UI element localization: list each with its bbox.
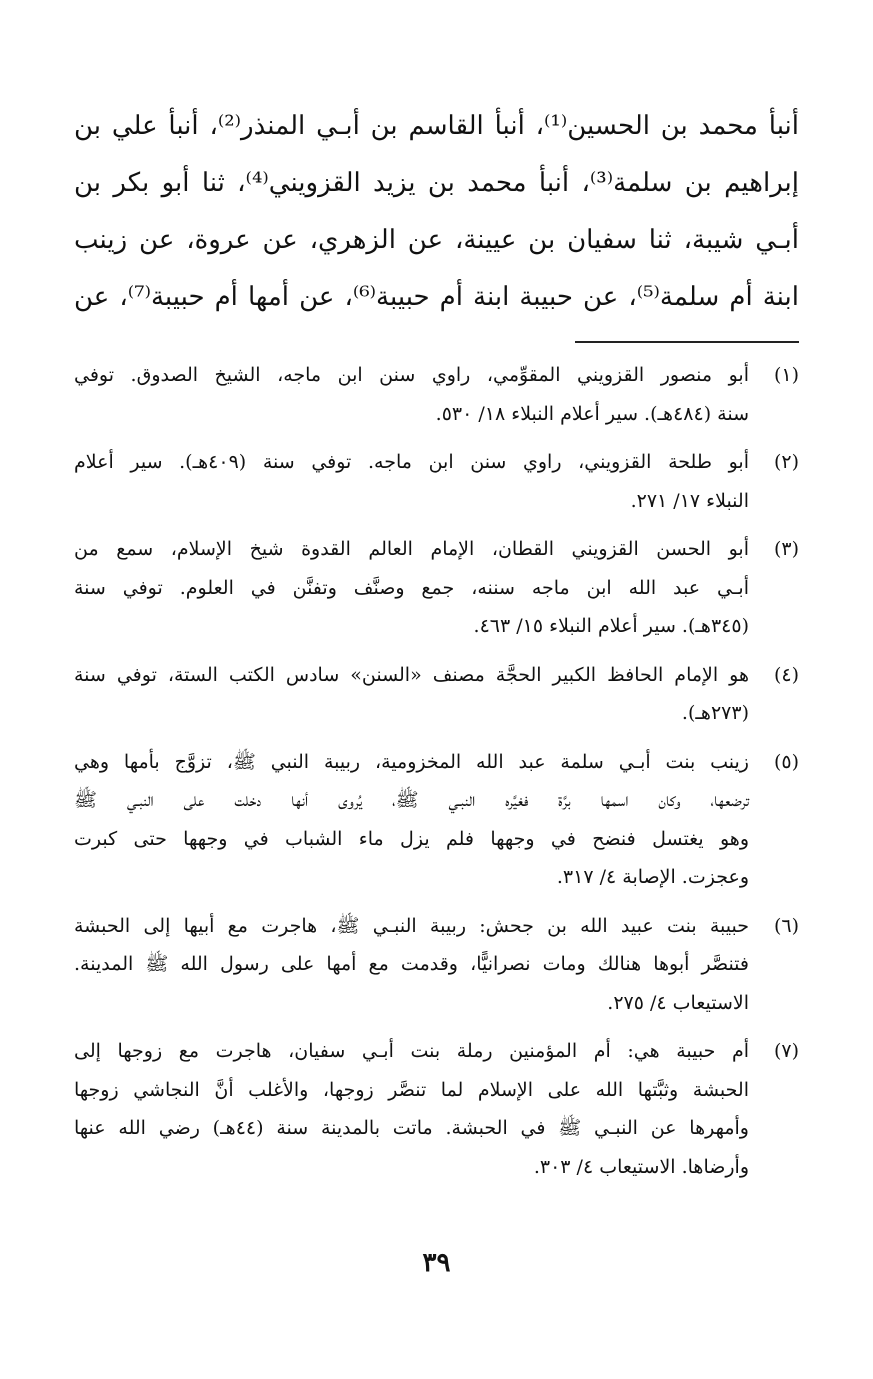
footnote-5: [74, 743, 799, 897]
main-text-line: إبراهيم بن سلمة⁽³⁾، أنبأ محمد بن يزيد القزويني⁽⁴⁾، ثنا أبو بكر بن: [74, 168, 800, 198]
footnote-divider: [575, 341, 799, 343]
footnote-7: [74, 1032, 799, 1186]
footnote-2: [74, 443, 799, 520]
footnote-number: (٦): [773, 914, 799, 937]
footnote-line: ترضعها، وكان اسمها برَّة فغيَّره النبـي ﷺ، يُروى أنها دخلت على النبـي ﷺ: [74, 789, 749, 811]
footnote-line: وأمهرها عن النبـي ﷺ في الحبشة. ماتت بالمدينة سنة (٤٤هـ) رضي الله عنها: [74, 1117, 749, 1139]
main-text-line: ابنة أم سلمة⁽⁵⁾، عن حبيبة ابنة أم حبيبة⁽⁶⁾، عن أمها أم حبيبة⁽⁷⁾، عن: [74, 282, 799, 312]
footnote-number: (٣): [773, 538, 799, 560]
page-number: ٣٩: [422, 1248, 451, 1278]
footnote-number: (٥): [773, 750, 799, 773]
main-text-line: أنبأ محمد بن الحسين⁽¹⁾، أنبأ القاسم بن أبـي المنذر⁽²⁾، أنبأ علي بن: [74, 111, 799, 141]
footnote-line: أبو منصور القزويني المقوِّمي، راوي سنن ابن ماجه، الشيخ الصدوق. توفي: [74, 364, 749, 386]
main-text-block: [74, 98, 799, 326]
footnote-line: أبو الحسن القزويني القطان، الإمام العالم القدوة شيخ الإسلام، سمع من: [74, 538, 749, 560]
footnote-line: أبـي عبد الله ابن ماجه سننه، جمع وصنَّف وتفنَّن في العلوم. توفي سنة: [74, 576, 749, 599]
footnote-line: الحبشة وثبَّتها الله على الإسلام لما تنصَّر زوجها، والأغلب أنَّ النجاشي زوجها: [74, 1078, 749, 1101]
footnote-line: أم حبيبة هي: أم المؤمنين رملة بنت أبـي سفيان، هاجرت مع زوجها إلى: [74, 1040, 749, 1062]
footnote-number: (٢): [773, 451, 799, 473]
footnote-line: حبيبة بنت عبيد الله بن جحش: ربيبة النبـي ﷺ، هاجرت مع أبيها إلى الحبشة: [74, 914, 749, 937]
footnote-number: (٤): [773, 663, 799, 686]
footnote-line: هو الإمام الحافظ الكبير الحجَّة مصنف «السنن» سادس الكتب الستة، توفي سنة: [74, 663, 749, 686]
footnote-line: (٢٧٣هـ).: [681, 702, 749, 724]
footnotes-section: [74, 356, 799, 1196]
footnote-line: وعجزت. الإصابة ٤/ ٣١٧.: [556, 866, 749, 888]
footnote-6: [74, 907, 799, 1023]
footnote-line: النبلاء ١٧/ ٢٧١.: [630, 489, 749, 512]
footnote-line: وهو يغتسل فنضح في وجهها فلم يزل ماء الشباب في وجهها حتى كبرت: [74, 827, 749, 850]
footnote-number: (٧): [773, 1040, 799, 1062]
footnote-line: زينب بنت أبـي سلمة عبد الله المخزومية، ربيبة النبي ﷺ، تزوَّج بأمها وهي: [74, 750, 749, 773]
footnote-number: (١): [773, 364, 799, 386]
footnote-line: الاستيعاب ٤/ ٢٧٥.: [607, 991, 749, 1014]
footnote-line: أبو طلحة القزويني، راوي سنن ابن ماجه. توفي سنة (٤٠٩هـ). سير أعلام: [74, 451, 749, 473]
footnote-line: سنة (٤٨٤هـ). سير أعلام النبلاء ١٨/ ٥٣٠.: [435, 402, 749, 425]
main-text-line: أبـي شيبة، ثنا سفيان بن عيينة، عن الزهري، عن عروة، عن زينب: [74, 225, 799, 255]
footnote-3: [74, 530, 799, 646]
footnote-line: وأرضاها. الاستيعاب ٤/ ٣٠٣.: [533, 1155, 749, 1178]
footnote-line: فتنصَّر أبوها هنالك ومات نصرانيًّا، وقدمت مع أمها على رسول الله ﷺ المدينة.: [74, 953, 749, 975]
footnote-line: (٣٤٥هـ). سير أعلام النبلاء ١٥/ ٤٦٣.: [473, 615, 749, 637]
footnote-1: [74, 356, 799, 433]
footnote-4: [74, 656, 799, 733]
